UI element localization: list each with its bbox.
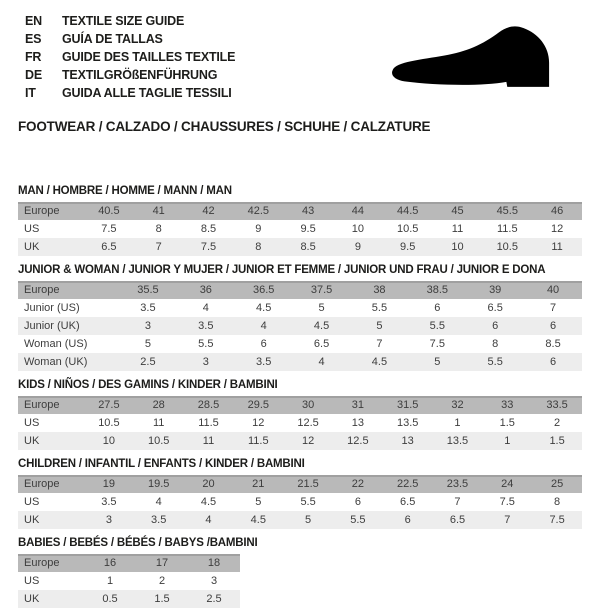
size-cell: 2 — [158, 575, 166, 587]
row-label: Europe — [24, 284, 60, 296]
size-cell: 45.5 — [496, 205, 518, 217]
size-cell: 8.5 — [200, 223, 217, 235]
size-cell: 31.5 — [396, 399, 419, 411]
table-row — [18, 238, 582, 256]
table-row — [18, 335, 582, 353]
size-cell: 12.5 — [297, 417, 319, 429]
size-table — [18, 396, 582, 450]
size-cell: 10.5 — [147, 435, 170, 447]
size-cell: 5.5 — [350, 514, 366, 526]
size-cell: 7.5 — [549, 514, 565, 526]
size-cell: 7 — [454, 496, 461, 508]
table-row — [18, 317, 582, 335]
size-cell: 7.5 — [429, 338, 445, 350]
language-label: TEXTILGRÖßENFÜHRUNG — [62, 68, 218, 82]
table-header-row — [18, 202, 582, 220]
size-cell: 10.5 — [496, 241, 518, 253]
size-cell: 36.5 — [252, 284, 275, 296]
row-label: Europe — [24, 399, 60, 411]
size-cell: 30 — [301, 399, 315, 411]
size-cell: 1 — [504, 435, 511, 447]
size-cell: 11 — [152, 417, 165, 429]
table-row — [18, 572, 240, 590]
size-cell: 4.5 — [200, 496, 217, 508]
language-row-de — [25, 66, 235, 84]
row-label: UK — [24, 435, 40, 447]
size-cell: 8 — [492, 338, 499, 350]
table-row — [18, 432, 582, 450]
size-cell: 4 — [205, 514, 212, 526]
size-cell: 38 — [373, 284, 386, 296]
size-cell: 5 — [434, 356, 441, 368]
size-cell: 45 — [451, 205, 464, 217]
size-cell: 5.5 — [487, 356, 503, 368]
size-cell: 4 — [202, 302, 209, 314]
size-cell: 13.5 — [446, 435, 469, 447]
size-cell: 6.5 — [101, 241, 117, 253]
size-cell: 23.5 — [446, 478, 469, 490]
size-cell: 11 — [451, 223, 464, 235]
language-row-fr — [25, 48, 235, 66]
size-cell: 39 — [489, 284, 502, 296]
dress-shoe-icon — [380, 10, 580, 110]
size-cell: 2.5 — [206, 593, 222, 605]
size-cell: 12 — [550, 223, 564, 235]
size-cell: 5 — [255, 496, 262, 508]
row-label: Woman (UK) — [24, 356, 88, 368]
table-header-row — [18, 554, 240, 572]
size-cell: 24 — [501, 478, 514, 490]
size-cell: 4.5 — [371, 356, 388, 368]
size-cell: 5 — [318, 302, 325, 314]
size-cell: 6 — [404, 514, 411, 526]
size-cell: 13 — [401, 435, 414, 447]
size-cell: 19.5 — [147, 478, 170, 490]
size-cell: 38.5 — [426, 284, 449, 296]
size-cell: 6 — [492, 320, 499, 332]
size-cell: 11.5 — [496, 223, 518, 235]
size-cell: 1.5 — [499, 417, 515, 429]
size-cell: 8 — [554, 496, 561, 508]
row-label: Europe — [24, 557, 60, 569]
table-title: KIDS / NIÑOS / DES GAMINS / KINDER / BAMBINI — [18, 379, 278, 391]
size-cell: 1.5 — [154, 593, 170, 605]
size-cell: 6 — [550, 356, 557, 368]
size-cell: 18 — [207, 557, 221, 569]
size-cell: 4.5 — [313, 320, 330, 332]
size-cell: 1 — [454, 417, 461, 429]
size-cell: 5.5 — [300, 496, 316, 508]
language-code: DE — [25, 68, 42, 82]
table-row — [18, 590, 240, 608]
page-header — [18, 10, 582, 110]
size-cell: 6.5 — [449, 514, 466, 526]
size-cell: 7 — [550, 302, 557, 314]
size-cell: 11.5 — [198, 417, 219, 429]
row-label: US — [24, 223, 40, 235]
row-label: Junior (US) — [24, 302, 80, 314]
row-label: Junior (UK) — [24, 320, 80, 332]
size-tables — [18, 185, 582, 608]
table-row — [18, 299, 582, 317]
row-label: UK — [24, 593, 40, 605]
table-header-row — [18, 396, 582, 414]
size-cell: 2 — [554, 417, 561, 429]
row-label: Woman (US) — [24, 338, 88, 350]
size-cell: 27.5 — [98, 399, 120, 411]
size-cell: 19 — [102, 478, 116, 490]
size-cell: 1.5 — [549, 435, 565, 447]
size-cell: 9 — [354, 241, 361, 253]
row-label: US — [24, 575, 40, 587]
size-cell: 46 — [550, 205, 564, 217]
size-cell: 5 — [305, 514, 312, 526]
size-cell: 37.5 — [310, 284, 333, 296]
size-cell: 28.5 — [197, 399, 220, 411]
size-table — [18, 202, 582, 256]
size-cell: 6 — [550, 320, 557, 332]
table-row — [18, 353, 582, 371]
size-cell: 13 — [351, 417, 364, 429]
language-label: GUIDA ALLE TAGLIE TESSILI — [62, 86, 232, 100]
size-cell: 8.5 — [545, 338, 561, 350]
size-cell: 10 — [451, 241, 464, 253]
row-label: US — [24, 417, 40, 429]
table-row — [18, 220, 582, 238]
size-cell: 8 — [255, 241, 262, 253]
size-cell: 5.5 — [429, 320, 445, 332]
size-cell: 12 — [252, 417, 265, 429]
size-cell: 36 — [199, 284, 212, 296]
size-table-section — [18, 379, 582, 450]
size-cell: 32 — [451, 399, 464, 411]
size-cell: 6.5 — [313, 338, 330, 350]
size-table-section — [18, 537, 582, 608]
size-cell: 10.5 — [396, 223, 419, 235]
size-cell: 3 — [144, 320, 151, 332]
size-cell: 31 — [351, 399, 364, 411]
table-row — [18, 493, 582, 511]
size-cell: 40 — [546, 284, 560, 296]
row-label: US — [24, 496, 40, 508]
language-list — [18, 10, 235, 102]
language-row-es — [25, 30, 235, 48]
size-cell: 33 — [501, 399, 514, 411]
size-cell: 43 — [301, 205, 315, 217]
size-cell: 9 — [255, 223, 262, 235]
size-cell: 17 — [155, 557, 169, 569]
row-label: UK — [24, 514, 40, 526]
table-title: MAN / HOMBRE / HOMME / MANN / MAN — [18, 185, 232, 197]
size-cell: 20 — [202, 478, 215, 490]
language-label: GUÍA DE TALLAS — [62, 32, 163, 46]
size-cell: 5.5 — [371, 302, 388, 314]
table-header-row — [18, 475, 582, 493]
size-cell: 41 — [152, 205, 165, 217]
size-cell: 11 — [202, 435, 215, 447]
size-cell: 12 — [301, 435, 315, 447]
size-cell: 5.5 — [198, 338, 214, 350]
table-row — [18, 511, 582, 529]
size-cell: 8 — [155, 223, 162, 235]
size-cell: 21 — [252, 478, 265, 490]
size-cell: 7.5 — [101, 223, 117, 235]
size-cell: 9.5 — [400, 241, 416, 253]
language-code: ES — [25, 32, 42, 46]
size-cell: 29.5 — [247, 399, 269, 411]
size-cell: 11.5 — [247, 435, 269, 447]
size-cell: 3.5 — [151, 514, 167, 526]
size-cell: 4 — [260, 320, 267, 332]
size-cell: 6 — [354, 496, 361, 508]
size-cell: 3 — [202, 356, 209, 368]
size-cell: 16 — [103, 557, 117, 569]
size-cell: 10 — [102, 435, 116, 447]
size-cell: 10.5 — [98, 417, 120, 429]
size-cell: 3.5 — [256, 356, 272, 368]
size-cell: 33.5 — [546, 399, 568, 411]
size-cell: 7 — [155, 241, 162, 253]
size-cell: 3 — [105, 514, 112, 526]
row-label: Europe — [24, 478, 60, 490]
language-label: GUIDE DES TAILLES TEXTILE — [62, 50, 236, 64]
table-title: JUNIOR & WOMAN / JUNIOR Y MUJER / JUNIOR ET FEMME / JUNIOR UND FRAU / JUNIOR E DONA — [18, 264, 546, 276]
size-cell: 7 — [504, 514, 511, 526]
table-title: CHILDREN / INFANTIL / ENFANTS / KINDER / BAMBINI — [18, 458, 305, 470]
size-cell: 6.5 — [487, 302, 503, 314]
size-cell: 7.5 — [499, 496, 515, 508]
size-cell: 7.5 — [200, 241, 217, 253]
row-label: UK — [24, 241, 40, 253]
size-cell: 3.5 — [140, 302, 156, 314]
category-title: FOOTWEAR / CALZADO / CHAUSSURES / SCHUHE / CALZATURE — [18, 119, 431, 134]
size-cell: 3.5 — [198, 320, 214, 332]
row-label: Europe — [24, 205, 60, 217]
size-cell: 12.5 — [347, 435, 369, 447]
size-cell: 4.5 — [250, 514, 266, 526]
size-cell: 6 — [434, 302, 441, 314]
size-cell: 25 — [550, 478, 564, 490]
size-cell: 21.5 — [297, 478, 319, 490]
language-row-en — [25, 12, 235, 30]
size-cell: 28 — [152, 399, 165, 411]
size-cell: 11 — [551, 241, 563, 253]
table-title: BABIES / BEBÉS / BÉBÉS / BABYS /BAMBINI — [18, 537, 258, 549]
size-cell: 22 — [351, 478, 364, 490]
size-cell: 4 — [318, 356, 325, 368]
size-cell: 2.5 — [140, 356, 156, 368]
size-cell: 40.5 — [98, 205, 120, 217]
size-cell: 44 — [351, 205, 364, 217]
size-cell: 9.5 — [300, 223, 316, 235]
size-cell: 4.5 — [256, 302, 272, 314]
size-cell: 7 — [376, 338, 383, 350]
size-cell: 3.5 — [101, 496, 117, 508]
language-row-it — [25, 84, 235, 102]
size-cell: 3 — [210, 575, 218, 587]
size-cell: 5 — [376, 320, 383, 332]
size-cell: 4 — [155, 496, 162, 508]
size-cell: 35.5 — [137, 284, 159, 296]
size-cell: 6 — [260, 338, 267, 350]
size-cell: 42.5 — [247, 205, 269, 217]
language-code: IT — [25, 86, 36, 100]
language-code: FR — [25, 50, 42, 64]
size-cell: 5 — [144, 338, 151, 350]
size-cell: 42 — [202, 205, 215, 217]
size-cell: 22.5 — [396, 478, 419, 490]
size-cell: 10 — [351, 223, 364, 235]
size-table — [18, 475, 582, 529]
size-cell: 13.5 — [396, 417, 419, 429]
language-label: TEXTILE SIZE GUIDE — [62, 14, 185, 28]
table-header-row — [18, 281, 582, 299]
language-code: EN — [25, 14, 42, 28]
table-row — [18, 414, 582, 432]
size-cell: 6.5 — [400, 496, 416, 508]
size-cell: 8.5 — [300, 241, 316, 253]
size-table-section — [18, 185, 582, 256]
size-cell: 1 — [106, 575, 114, 587]
size-cell: 44.5 — [396, 205, 419, 217]
size-cell: 0.5 — [102, 593, 118, 605]
size-table-section — [18, 458, 582, 529]
size-table — [18, 281, 582, 371]
size-table-section — [18, 264, 582, 371]
